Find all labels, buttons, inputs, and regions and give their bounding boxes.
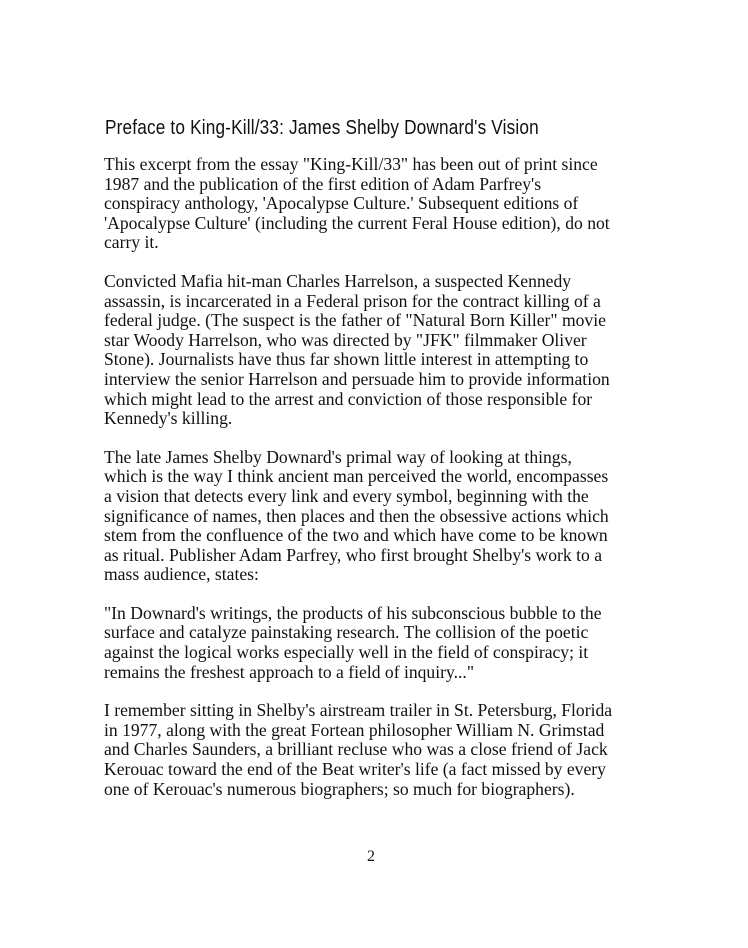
text-line: Convicted Mafia hit-man Charles Harrelson, a suspected Kennedy <box>104 270 572 291</box>
text-line: a vision that detects every link and every symbol, beginning with the <box>104 485 589 506</box>
page-number: 2 <box>367 848 375 865</box>
text-line: which might lead to the arrest and conviction of those responsible for <box>104 388 593 409</box>
text-line: remains the freshest approach to a field of inquiry..." <box>104 661 475 682</box>
paragraph <box>104 604 744 682</box>
text-line: The late James Shelby Downard's primal way of looking at things, <box>104 446 572 467</box>
text-line: one of Kerouac's numerous biographers; so much for biographers). <box>104 778 575 799</box>
text-line: This excerpt from the essay "King-Kill/33" has been out of print since <box>104 154 598 174</box>
text-line: stem from the confluence of the two and which have come to be known <box>104 525 608 546</box>
text-line: I remember sitting in Shelby's airstream trailer in St. Petersburg, Florida <box>104 700 613 721</box>
text-line: which is the way I think ancient man perceived the world, encompasses <box>104 466 609 487</box>
text-line: against the logical works especially well in the field of conspiracy; it <box>104 642 589 663</box>
paragraph <box>104 448 744 585</box>
text-line: carry it. <box>104 232 159 253</box>
text-line: Stone). Journalists have thus far shown little interest in attempting to <box>104 349 589 370</box>
text-line: interview the senior Harrelson and persuade him to provide information <box>104 368 610 389</box>
text-line: conspiracy anthology, 'Apocalypse Culture.' Subsequent editions of <box>104 193 579 214</box>
text-line: and Charles Saunders, a brilliant recluse who was a close friend of Jack <box>104 739 608 760</box>
paragraph <box>104 701 744 799</box>
text-line: mass audience, states: <box>104 564 259 585</box>
text-line: significance of names, then places and then the obsessive actions which <box>104 505 609 526</box>
text-line: Kerouac toward the end of the Beat writer's life (a fact missed by every <box>104 759 606 780</box>
text-line: star Woody Harrelson, who was directed by "JFK" filmmaker Oliver <box>104 329 587 350</box>
text-line: 1987 and the publication of the first edition of Adam Parfrey's <box>104 173 542 194</box>
paragraph <box>104 155 744 253</box>
paragraph <box>104 272 744 429</box>
text-line: 'Apocalypse Culture' (including the current Feral House edition), do not <box>104 212 610 233</box>
page-title: Preface to King-Kill/33: James Shelby Downard's Vision <box>105 117 539 139</box>
text-line: as ritual. Publisher Adam Parfrey, who first brought Shelby's work to a <box>104 544 603 565</box>
text-line: surface and catalyze painstaking research. The collision of the poetic <box>104 622 589 643</box>
document-body <box>104 155 744 818</box>
text-line: in 1977, along with the great Fortean philosopher William N. Grimstad <box>104 719 605 740</box>
text-line: assassin, is incarcerated in a Federal prison for the contract killing of a <box>104 290 601 311</box>
text-line: Kennedy's killing. <box>104 408 233 429</box>
text-line: "In Downard's writings, the products of his subconscious bubble to the <box>104 602 602 623</box>
text-line: federal judge. (The suspect is the father of "Natural Born Killer" movie <box>104 310 606 331</box>
